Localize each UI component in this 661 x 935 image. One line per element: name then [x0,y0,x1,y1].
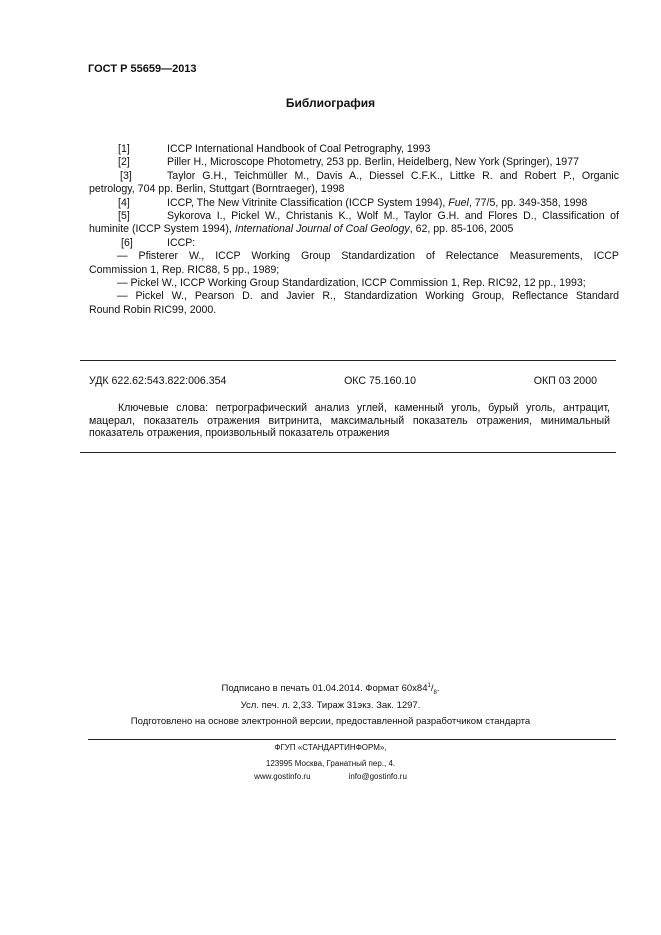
format-numerator: 1 [427,682,431,689]
entry-journal: Fuel [448,196,469,209]
sub-entry-continued: Round Robin RIC99, 2000. [89,303,217,316]
entry-text: Taylor G.H., Teichmüller M., Davis A., Diessel C.F.K., Littke R. and Robert P., Organic [167,169,619,182]
bibliography-entry-6 [89,237,619,317]
entry-text-continued: petrology, 704 pp. Berlin, Stuttgart (Borntraeger), 1998 [89,183,345,196]
bibliography-entry-1 [89,143,619,156]
divider-imprint [88,739,616,740]
signed-for-print: Подписано в печать 01.04.2014. Формат $60х84^1/_8$. [221,682,440,696]
publisher-address: 123995 Москва, Гранатный пер., 4. [265,759,396,768]
oks-code: ОКС 75.160.10 [344,375,417,387]
okp-code: ОКП 03 2000 [533,375,597,387]
entry-text-tail: , 77/5, pp. 349-358, 1998 [468,196,588,209]
format-denominator: 8 [433,689,437,696]
bibliography-entry-2 [89,156,619,169]
bibliography-entry-5 [89,210,619,237]
bibliography-title: Библиография [285,96,376,110]
bibliography-entry-3 [89,170,619,197]
divider-top [80,360,616,361]
sub-entry: — Pickel W., Pearson D. and Javier R., Standardization Working Group, Reflectance Standard [117,290,619,303]
entry-number: [5] [118,210,130,223]
entry-journal: International Journal of Coal Geology [234,223,410,236]
signed-suffix: . [436,683,440,694]
udk-code: УДК 622.62:543.822:006.354 [89,375,227,387]
sub-entry: — Pickel W., ICCP Working Group Standardization, ICCP Commission 1, Rep. RIC92, 12 pp., 1993; [117,277,586,290]
prepared-note: Подготовлено на основе электронной версии, предоставленной разработчиком стандарта [130,716,531,727]
entry-text: Sykorova I., Pickel W., Christanis K., Wolf M., Taylor G.H. and Flores D., Classification of [167,210,619,223]
signed-text: Подписано в печать 01.04.2014. Формат 60х84 [221,683,428,694]
classification-codes [89,375,597,387]
website-link[interactable]: www.gostinfo.ru [254,772,311,781]
entry-number: [4] [118,196,130,209]
sub-entry-continued: Commission 1, Rep. RIC88, 5 pp., 1989; [89,263,280,276]
entry-text-tail: , 62, pp. 85-106, 2005 [409,223,514,236]
entry-number: [2] [118,156,130,169]
publisher-name: ФГУП «СТАНДАРТИНФОРМ», [274,743,387,752]
email-link[interactable]: info@gostinfo.ru [348,772,407,781]
keywords: Ключевые слова: петрографический анализ углей, каменный уголь, бурый уголь, антрацит, мацерал, показатель отражения витринита, максимальный показатель отражения, минимальный показатель отражения, произвольный показатель отражения [89,402,610,440]
entry-number: [1] [118,143,130,155]
entry-text-continued: huminite (ICCP System 1994), [89,223,235,236]
entry-number: [6] [121,236,133,249]
sub-entry: — Pfisterer W., ICCP Working Group Standardization of Relectance Measurements, ICCP [117,250,619,263]
entry-number: [3] [120,169,132,182]
bibliography-entry-4 [89,197,619,210]
entry-text: ICCP, The New Vitrinite Classification (ICCP System 1994), [167,196,449,209]
entry-text: ICCP International Handbook of Coal Petrography, 1993 [167,143,431,155]
bibliography-list [89,143,619,317]
publisher-contacts [0,772,661,781]
standard-code: ГОСТ Р 55659—2013 [88,63,197,75]
entry-text: ICCP: [167,236,196,249]
print-info: Усл. печ. л. 2,33. Тираж 31экз. Зак. 1297. [240,700,421,711]
entry-text: Piller H., Microscope Photometry, 253 pp. Berlin, Heidelberg, New York (Springer), 1977 [167,156,579,169]
divider-bottom [80,452,616,453]
